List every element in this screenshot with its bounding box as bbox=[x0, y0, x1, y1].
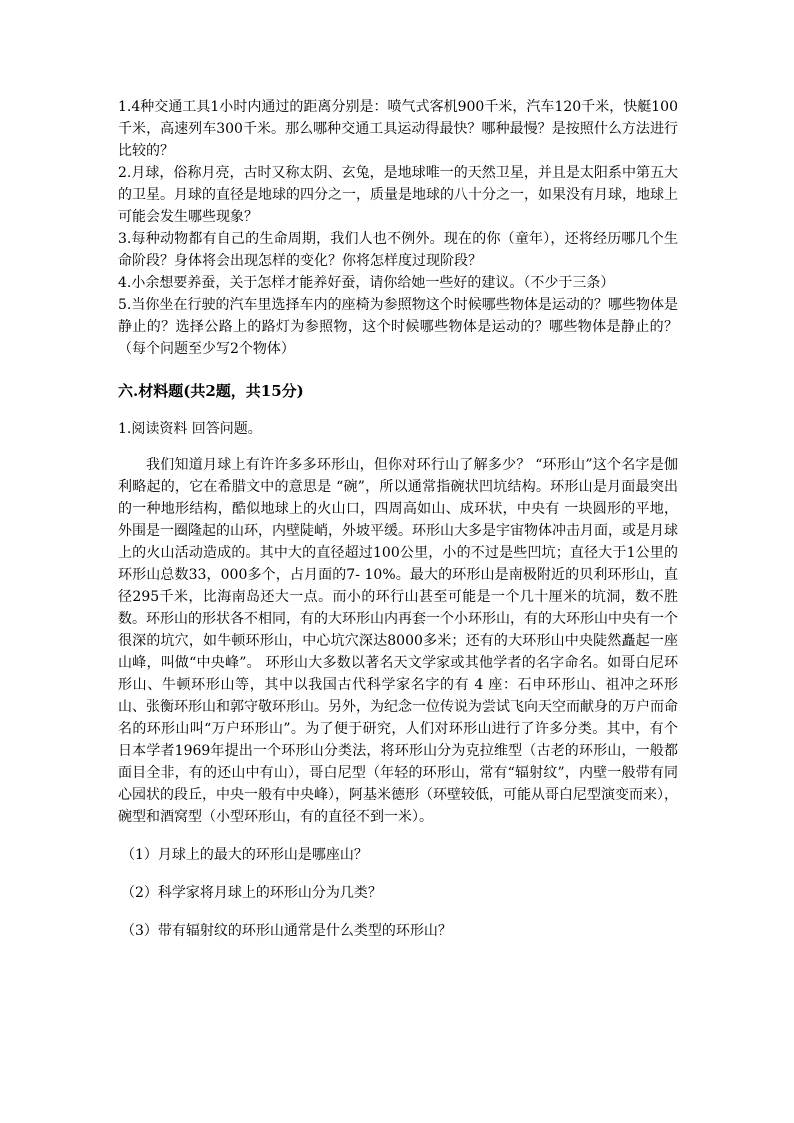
question-5: 5.当你坐在行驶的汽车里选择车内的座椅为参照物这个时候哪些物体是运动的？哪些物体是静止的？选择公路上的路灯为参照物，这个时候哪些物体是运动的？哪些物体是静止的？（每个问题至少写2个物体） bbox=[118, 297, 678, 357]
question-2: 2.月球，俗称月亮，古时又称太阴、玄兔，是地球唯一的天然卫星，并且是太阳系中第五大的卫星。月球的直径是地球的四分之一，质量是地球的八十分之一，如果没有月球，地球上可能会发生哪些现象？ bbox=[118, 165, 678, 225]
material-item-title: 1.阅读资料 回答问题。 bbox=[118, 421, 262, 437]
sub-question-1: （1）月球上的最大的环形山是哪座山？ bbox=[121, 847, 368, 863]
question-3: 3.每种动物都有自己的生命周期，我们人也不例外。现在的你（童年），还将经历哪几个生命阶段？身体将会出现怎样的变化？你将怎样度过现阶段？ bbox=[118, 231, 678, 269]
question-4: 4.小余想要养蚕，关于怎样才能养好蚕，请你给她一些好的建议。（不少于三条） bbox=[118, 275, 615, 291]
question-list bbox=[118, 96, 678, 360]
document-page bbox=[118, 96, 678, 942]
sub-question-3: （3）带有辐射纹的环形山通常是什么类型的环形山？ bbox=[121, 923, 452, 939]
section-title: 六.材料题(共2题，共15分) bbox=[118, 382, 304, 400]
sub-question-list bbox=[118, 844, 678, 942]
question-1: 1.4种交通工具1小时内通过的距离分别是：喷气式客机900千米，汽车120千米，快艇100千米，高速列车300千米。那么哪种交通工具运动得最快？哪种最慢？是按照什么方法进行比较的？ bbox=[118, 99, 678, 159]
reading-passage: 我们知道月球上有许许多多环形山，但你对环行山了解多少？ “环形山”这个名字是伽利略起的，它在希腊文中的意思是 “碗”，所以通常指碗状凹坑结构。环形山是月面最突出的一种地形结构，酷似地球上的火山口，四周高如山、成环状，中央有 一块圆形的平地，外围是一圈隆起的山环，内壁陡峭，外坡平缓。环形山大多是宇宙物体冲击月面，或是月球上的火山活动造成的。其中大的直径超过100公里，小的不过是些凹坑；直径大于1公里的环形山总数33，000多个，占月面的7- 10%。最大的环形山是南极附近的贝利环形山，直径295千米，比海南岛还大一点。而小的环行山甚至可能是一个几十厘米的坑洞，数不胜数。环形山的形状各不相同，有的大环形山内再套一个小环形山，有的大环形山中央有一个很深的坑穴，如牛顿环形山，中心坑穴深达8000多米；还有的大环形山中央陡然矗起一座山峰，叫做“中央峰”。 环形山大多数以著名天文学家或其他学者的名字命名。如哥白尼环形山、牛顿环形山等，其中以我国古代科学家名字的有 4 座：石申环形山、祖冲之环形山、张衡环形山和郭守敬环形山。另外，为纪念一位传说为尝试飞向天空而献身的万户而命名的环形山叫“万户环形山”。为了便于研究，人们对环形山进行了许多分类。其中，有个日本学者1969年提出一个环形山分类法，将环形山分为克拉维型（古老的环形山，一般都面目全非，有的还山中有山），哥白尼型（年轻的环形山，常有“辐射纹”，内壁一般带有同心园状的段丘，中央一般有中央峰），阿基米德形（环壁较低，可能从哥白尼型演变而来），碗型和酒窝型（小型环形山，有的直径不到一米）。 bbox=[118, 457, 678, 825]
sub-question-2: （2）科学家将月球上的环形山分为几类？ bbox=[121, 885, 382, 901]
